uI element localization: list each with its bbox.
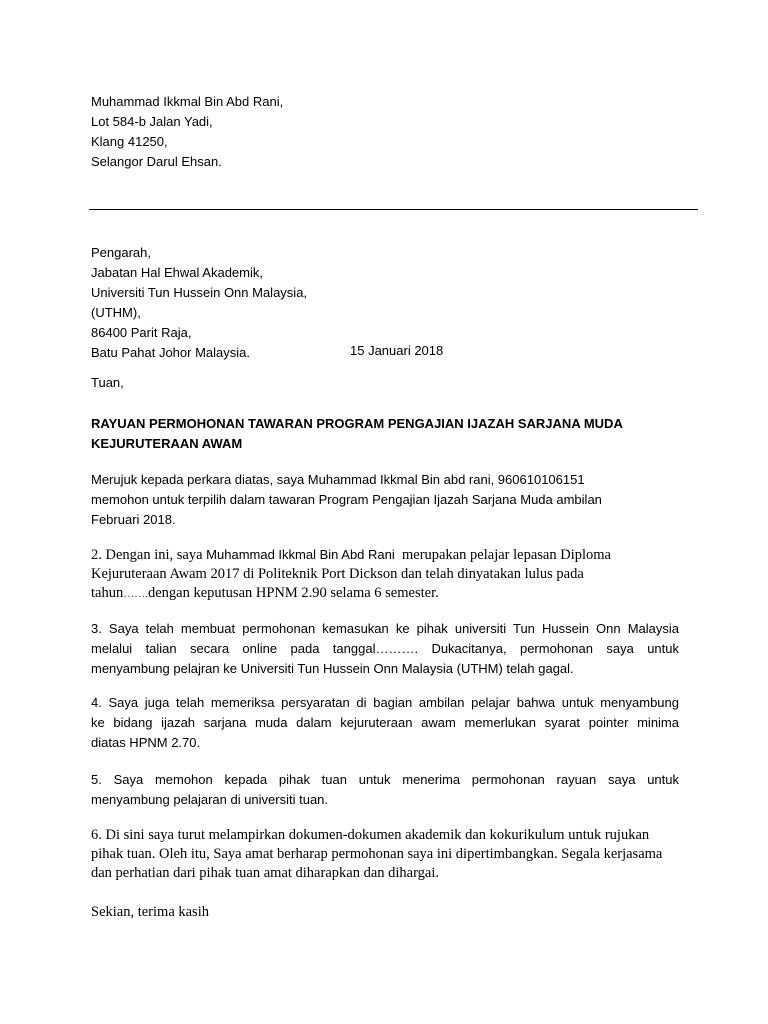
sender-line: Lot 584-b Jalan Yadi, — [91, 114, 213, 129]
recipient-line: Jabatan Hal Ehwal Akademik, — [91, 265, 263, 280]
salutation — [91, 373, 124, 393]
paragraph-line: 3. Saya telah membuat permohonan kemasukan ke pihak universiti Tun Hussein Onn Malaysia — [91, 621, 679, 636]
student-name: Muhammad Ikkmal Bin Abd Rani — [206, 547, 395, 562]
paragraph-line: Februari 2018. — [91, 512, 176, 527]
recipient-line: Batu Pahat Johor Malaysia. — [91, 345, 250, 360]
paragraph-3 — [91, 619, 679, 679]
closing-text: Sekian, terima kasih — [91, 904, 209, 920]
paragraph-line: Kejuruteraan Awam 2017 di Politeknik Port Dickson dan telah dinyatakan lulus pada — [91, 566, 584, 582]
recipient-line: Pengarah, — [91, 245, 151, 260]
result-text: dengan keputusan HPNM 2.90 selama 6 semester. — [147, 585, 439, 601]
year-blank: ……. — [123, 588, 148, 600]
recipient-line: 86400 Parit Raja, — [91, 325, 192, 340]
paragraph-line: Merujuk kepada perkara diatas, saya Muhammad Ikkmal Bin abd rani, 960610106151 — [91, 472, 585, 487]
sender-line: Selangor Darul Ehsan. — [91, 154, 222, 169]
closing — [91, 902, 209, 922]
letter-date: 15 Januari 2018 — [350, 343, 444, 358]
header-divider — [89, 209, 698, 210]
paragraph-line: diatas HPNM 2.70. — [91, 735, 201, 750]
year-label: tahun — [91, 585, 124, 601]
paragraph-line: melalui talian secara online pada tanggal………. Dukacitanya, permohonan saya untuk — [91, 641, 679, 656]
letter-subject — [91, 414, 623, 454]
subject-line: RAYUAN PERMOHONAN TAWARAN PROGRAM PENGAJIAN IJAZAH SARJANA MUDA — [91, 416, 623, 431]
paragraph-line: ke bidang ijazah sarjana muda dalam kejuruteraan awam memerlukan syarat pointer minima — [91, 715, 679, 730]
paragraph-line: 5. Saya memohon kepada pihak tuan untuk menerima permohonan rayuan saya untuk — [91, 772, 679, 787]
paragraph-line: memohon untuk terpilih dalam tawaran Program Pengajian Ijazah Sarjana Muda ambilan — [91, 492, 602, 507]
paragraph-line: menyambung pelajaran di universiti tuan. — [91, 792, 329, 807]
recipient-line: Universiti Tun Hussein Onn Malaysia, — [91, 285, 308, 300]
paragraph-2 — [91, 545, 611, 604]
paragraph-4 — [91, 693, 679, 753]
paragraph-line: 6. Di sini saya turut melampirkan dokumen-dokumen akademik dan kokurikulum untuk rujukan — [91, 827, 650, 843]
paragraph-line: menyambung pelajran ke Universiti Tun Hussein Onn Malaysia (UTHM) telah gagal. — [91, 661, 574, 676]
paragraph-line — [91, 545, 611, 565]
paragraph-6 — [91, 826, 662, 883]
sender-line: Muhammad Ikkmal Bin Abd Rani, — [91, 94, 284, 109]
salutation-text: Tuan, — [91, 375, 124, 390]
paragraph-5 — [91, 770, 679, 810]
para2-prefix: 2. Dengan ini, saya — [91, 547, 203, 563]
paragraph-line: dan perhatian dari pihak tuan amat diharapkan dan dihargai. — [91, 865, 439, 881]
paragraph-line: pihak tuan. Oleh itu, Saya amat berharap permohonan saya ini dipertimbangkan. Segala kerjasama — [91, 846, 663, 862]
recipient-line: (UTHM), — [91, 305, 141, 320]
para2-rest: merupakan pelajar lepasan Diploma — [402, 547, 611, 563]
paragraph-1 — [91, 470, 602, 530]
subject-line: KEJURUTERAAN AWAM — [91, 436, 243, 451]
recipient-address — [91, 243, 307, 363]
paragraph-line: 4. Saya juga telah memeriksa persyaratan di bagian ambilan pelajar bahwa untuk menyambung — [91, 695, 679, 710]
sender-address — [91, 92, 283, 172]
sender-line: Klang 41250, — [91, 134, 168, 149]
paragraph-line — [91, 584, 611, 604]
